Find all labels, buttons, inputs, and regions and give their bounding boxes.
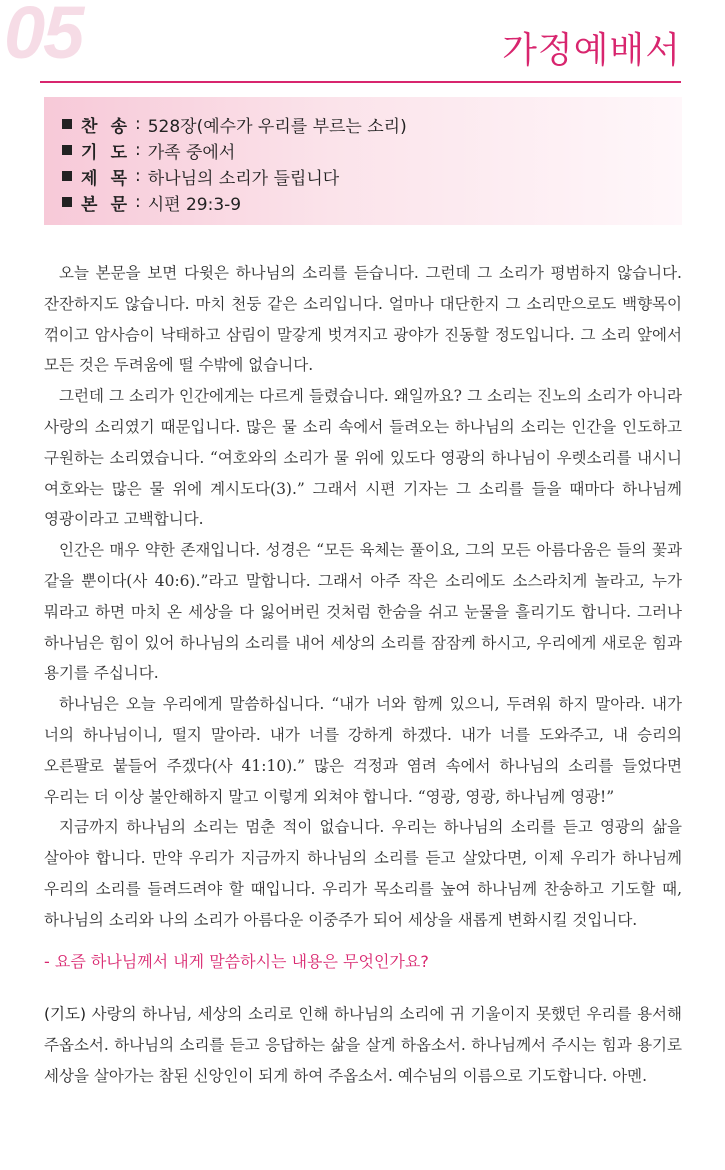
- sermon-paragraph: 오늘 본문을 보면 다윗은 하나님의 소리를 듣습니다. 그런데 그 소리가 평범하지 않습니다. 잔잔하지도 않습니다. 마치 천둥 같은 소리입니다. 얼마나 대단한지 그 소리만으로도 백향목이 꺾이고 암사슴이 낙태하고 삼림이 말갛게 벗겨지고 광야가 진동할 정도입니다. 그 소리 앞에서 모든 것은 두려움에 떨 수밖에 없습니다.: [44, 264, 682, 375]
- prayer-text: 사랑의 하나님, 세상의 소리로 인해 하나님의 소리에 귀 기울이지 못했던 우리를 용서해 주옵소서. 하나님의 소리를 듣고 응답하는 삶을 살게 하옵소서. 하나님께서 주시는 힘과 용기로 세상을 살아가는 참된 신앙인이 되게 하여 주옵소서. 예수님의 이름으로 기도합니다. 아멘.: [44, 1005, 682, 1085]
- info-row-scripture: [62, 189, 407, 215]
- sermon-paragraph: 지금까지 하나님의 소리는 멈춘 적이 없습니다. 우리는 하나님의 소리를 듣고 영광의 삶을 살아야 합니다. 만약 우리가 지금까지 하나님의 소리를 듣고 살았다면, 이제 우리가 하나님께 우리의 소리를 들려드려야 할 때입니다. 우리가 목소리를 높여 하나님께 찬송하고 기도할 때, 하나님의 소리와 나의 소리가 아름다운 이중주가 되어 세상을 새롭게 변화시킬 것입니다.: [44, 818, 682, 929]
- prayer-label: (기도): [44, 1005, 87, 1023]
- info-separator: :: [135, 140, 141, 160]
- square-bullet-icon: [62, 145, 72, 155]
- info-label: 기 도: [81, 142, 127, 163]
- info-separator: :: [135, 114, 141, 134]
- info-value: 하나님의 소리가 들립니다: [147, 168, 340, 189]
- info-label: 제 목: [81, 168, 127, 189]
- info-row-hymn: [62, 111, 407, 137]
- page-number: 05: [4, 0, 83, 74]
- square-bullet-icon: [62, 197, 72, 207]
- info-label: 본 문: [81, 194, 127, 215]
- title-divider: [40, 81, 681, 83]
- reflection-question: - 요즘 하나님께서 내게 말씀하시는 내용은 무엇인가요?: [44, 952, 429, 971]
- info-separator: :: [135, 192, 141, 212]
- sermon-paragraph: 그런데 그 소리가 인간에게는 다르게 들렸습니다. 왜일까요? 그 소리는 진노의 소리가 아니라 사랑의 소리였기 때문입니다. 많은 물 소리 속에서 들려오는 하나님의 소리는 인간을 인도하고 구원하는 소리였습니다. “여호와의 소리가 물 위에 있도다 영광의 하나님이 우렛소리를 내시니 여호와는 많은 물 위에 계시도다(3).” 그래서 시편 기자는 그 소리를 들을 때마다 하나님께 영광이라고 고백합니다.: [44, 387, 682, 529]
- service-info-list: [62, 111, 407, 215]
- info-row-prayer: [62, 137, 407, 163]
- closing-prayer: [44, 999, 682, 1091]
- info-row-title: [62, 163, 407, 189]
- sermon-paragraph: 인간은 매우 약한 존재입니다. 성경은 “모든 육체는 풀이요, 그의 모든 아름다움은 들의 꽃과 같을 뿐이다(사 40:6).”라고 말합니다. 그래서 아주 작은 소리에도 소스라치게 놀라고, 누가 뭐라고 하면 마치 온 세상을 다 잃어버린 것처럼 한숨을 쉬고 눈물을 흘리기도 합니다. 그러나 하나님은 힘이 있어 하나님의 소리를 내어 세상의 소리를 잠잠케 하시고, 우리에게 새로운 힘과 용기를 주십니다.: [44, 541, 682, 683]
- info-value: 528장(예수가 우리를 부르는 소리): [147, 116, 407, 137]
- square-bullet-icon: [62, 119, 72, 129]
- page-title: 가정예배서: [502, 30, 681, 71]
- sermon-body: [44, 258, 682, 936]
- info-label: 찬 송: [81, 116, 127, 137]
- info-value: 가족 중에서: [147, 142, 236, 163]
- sermon-paragraph: 하나님은 오늘 우리에게 말씀하십니다. “내가 너와 함께 있으니, 두려워 하지 말아라. 내가 너의 하나님이니, 떨지 말아라. 내가 너를 강하게 하겠다. 내가 너를 도와주고, 내 승리의 오른팔로 붙들어 주겠다(사 41:10).” 많은 걱정과 염려 속에서 하나님의 소리를 들었다면 우리는 더 이상 불안해하지 말고 이렇게 외쳐야 합니다. “영광, 영광, 하나님께 영광!”: [44, 695, 682, 806]
- square-bullet-icon: [62, 171, 72, 181]
- info-value: 시편 29:3-9: [147, 194, 242, 215]
- info-separator: :: [135, 166, 141, 186]
